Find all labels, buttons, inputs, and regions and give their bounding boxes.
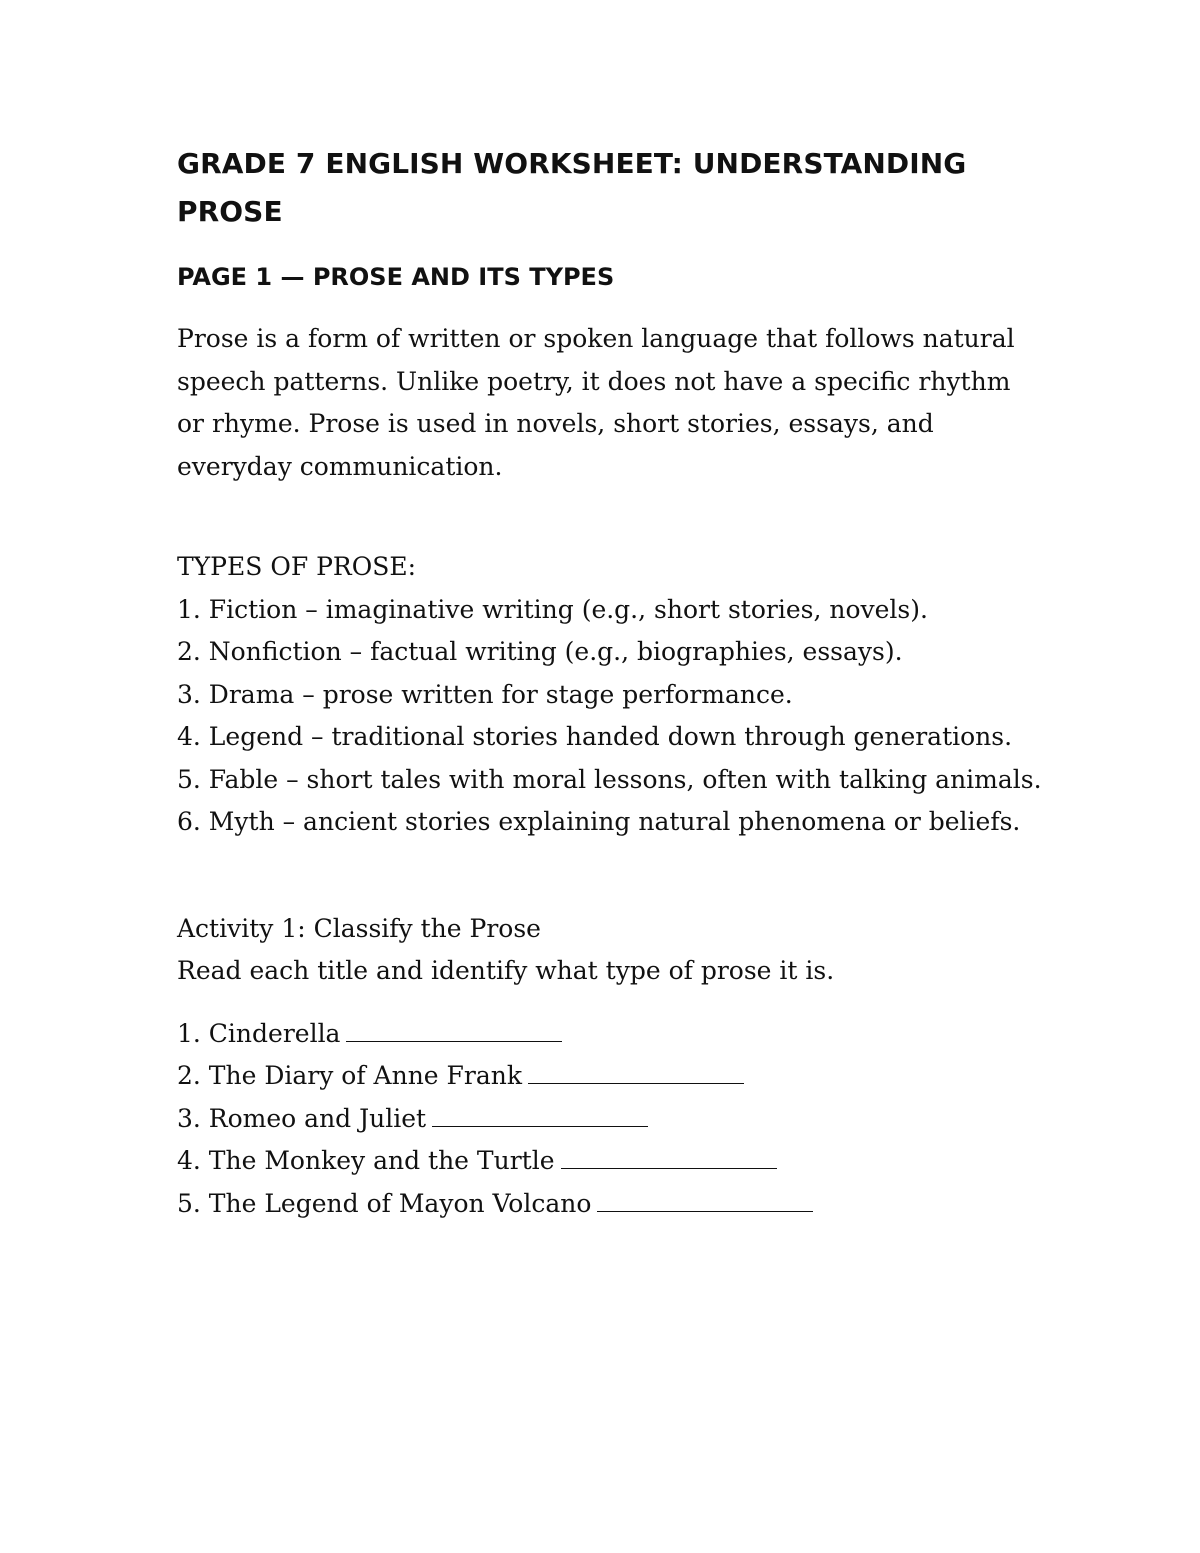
- type-item-fable: 5. Fable – short tales with moral lessons, often with talking animals.: [177, 764, 1042, 794]
- types-list: [177, 589, 1057, 844]
- activity-item: [177, 1183, 1057, 1226]
- activity-instruction: Read each title and identify what type of prose it is.: [177, 956, 835, 985]
- worksheet-title: GRADE 7 ENGLISH WORKSHEET: UNDERSTANDING PROSE: [177, 147, 967, 228]
- types-heading: TYPES OF PROSE:: [177, 552, 417, 581]
- answer-blank[interactable]: [528, 1061, 744, 1084]
- activity-item: [177, 1013, 1057, 1056]
- activity-heading: Activity 1: Classify the Prose: [177, 913, 541, 943]
- activity-item-title: 1. Cinderella: [177, 1018, 341, 1048]
- worksheet-page: [177, 140, 1057, 1225]
- intro-paragraph: Prose is a form of written or spoken language that follows natural speech patterns. Unlike poetry, it does not have a specific rhythm or rhyme. Prose is used in novels, short stories, essays, and everyday communication.: [177, 324, 1015, 481]
- answer-blank[interactable]: [432, 1104, 648, 1127]
- activity-item-title: 2. The Diary of Anne Frank: [177, 1061, 522, 1090]
- activity-item-title: 3. Romeo and Juliet: [177, 1103, 427, 1133]
- answer-blank[interactable]: [597, 1189, 813, 1212]
- activity-item: [177, 1098, 1057, 1141]
- type-item-legend: 4. Legend – traditional stories handed down through generations.: [177, 722, 1013, 751]
- type-item-nonfiction: 2. Nonfiction – factual writing (e.g., biographies, essays).: [177, 637, 903, 666]
- type-item-myth: 6. Myth – ancient stories explaining natural phenomena or beliefs.: [177, 807, 1021, 836]
- type-item-drama: 3. Drama – prose written for stage performance.: [177, 679, 793, 709]
- activity-items: [177, 1013, 1057, 1226]
- activity-item: [177, 1055, 1057, 1098]
- answer-blank[interactable]: [561, 1146, 777, 1169]
- activity-item-title: 5. The Legend of Mayon Volcano: [177, 1188, 592, 1218]
- activity-item-title: 4. The Monkey and the Turtle: [177, 1146, 555, 1175]
- answer-blank[interactable]: [346, 1019, 562, 1042]
- section-heading: PAGE 1 — PROSE AND ITS TYPES: [177, 263, 615, 291]
- activity-item: [177, 1140, 1057, 1183]
- type-item-fiction: 1. Fiction – imaginative writing (e.g., short stories, novels).: [177, 594, 928, 624]
